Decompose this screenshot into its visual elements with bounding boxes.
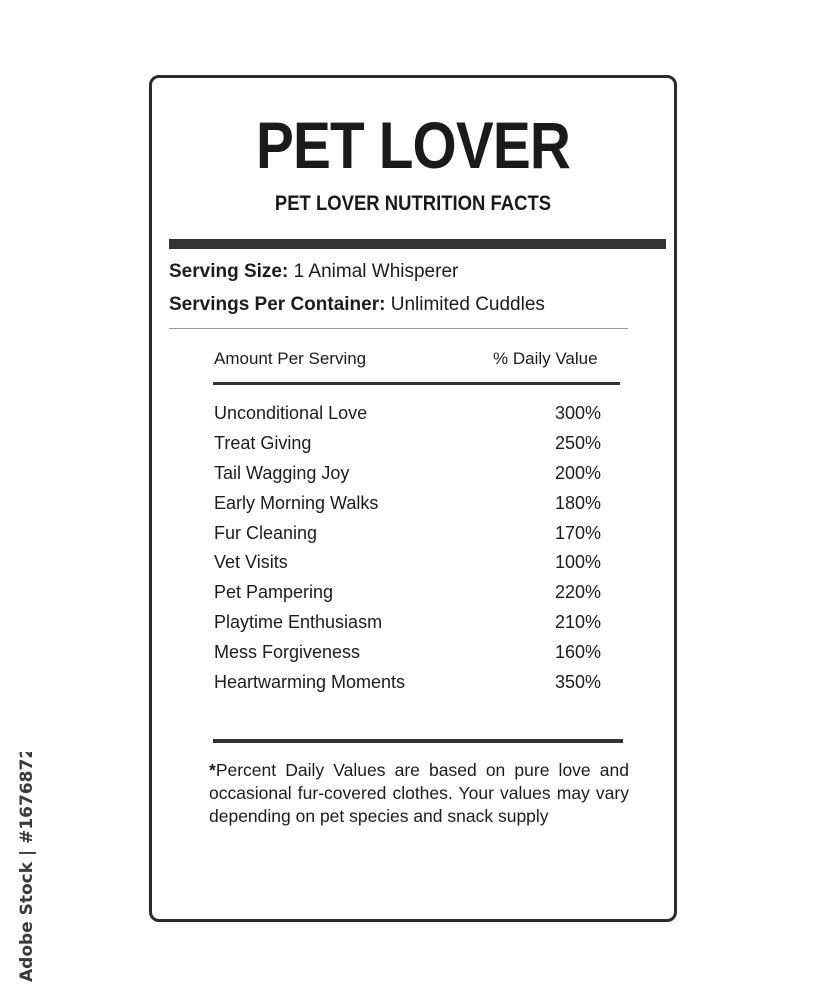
nutrient-row (214, 613, 620, 643)
watermark-text: Adobe Stock | #167687245 (17, 752, 37, 982)
nutrient-daily-value: 170% (555, 522, 602, 543)
nutrient-name: Unconditional Love (214, 403, 368, 423)
footnote-text: Percent Daily Values are based on pure love and occasional fur-covered clothes. Your values may vary depending on pet species and snack supply (209, 760, 629, 826)
header-divider (213, 382, 620, 385)
nutrient-daily-value: 250% (555, 432, 602, 453)
nutrient-name: Heartwarming Moments (214, 672, 406, 693)
nutrient-daily-value: 210% (555, 612, 602, 633)
nutrient-row (214, 464, 620, 494)
nutrient-name: Fur Cleaning (214, 522, 318, 543)
nutrient-daily-value: 300% (555, 403, 602, 423)
nutrient-name: Mess Forgiveness (214, 642, 361, 663)
nutrient-daily-value: 160% (555, 642, 602, 663)
nutrient-row (214, 434, 620, 464)
serving-divider (169, 328, 628, 329)
serving-size-label: Serving Size: (169, 261, 289, 282)
stock-watermark (14, 752, 38, 982)
nutrient-daily-value: 220% (555, 582, 602, 603)
nutrient-daily-value: 200% (555, 462, 602, 483)
nutrient-row (214, 583, 620, 613)
footnote (209, 759, 629, 828)
nutrient-daily-value: 350% (555, 672, 602, 693)
nutrient-daily-value: 100% (555, 552, 602, 573)
servings-per-container-value: Unlimited Cuddles (390, 294, 545, 315)
daily-value-header: % Daily Value (493, 349, 598, 368)
footnote-asterisk: * (209, 760, 216, 780)
nutrition-label (149, 75, 677, 922)
servings-per-container-label: Servings Per Container: (169, 294, 386, 315)
nutrient-list (214, 404, 620, 703)
nutrient-row (214, 524, 620, 554)
top-divider (169, 239, 666, 249)
nutrient-name: Pet Pampering (214, 582, 334, 603)
footer-divider (213, 739, 623, 743)
nutrient-name: Playtime Enthusiasm (214, 612, 383, 633)
label-subtitle: PET LOVER NUTRITION FACTS (274, 192, 552, 215)
nutrient-row (214, 673, 620, 703)
label-title: PET LOVER (256, 108, 570, 182)
nutrient-row (214, 643, 620, 673)
nutrient-name: Early Morning Walks (214, 492, 379, 513)
serving-size (169, 262, 458, 281)
nutrient-row (214, 404, 620, 434)
serving-size-value: 1 Animal Whisperer (293, 261, 459, 282)
nutrient-name: Treat Giving (214, 432, 312, 453)
amount-per-serving-header: Amount Per Serving (214, 349, 367, 368)
servings-per-container (169, 295, 545, 314)
nutrient-daily-value: 180% (555, 492, 602, 513)
nutrient-name: Tail Wagging Joy (214, 462, 350, 483)
nutrient-name: Vet Visits (214, 552, 288, 573)
nutrient-row (214, 553, 620, 583)
nutrient-row (214, 494, 620, 524)
